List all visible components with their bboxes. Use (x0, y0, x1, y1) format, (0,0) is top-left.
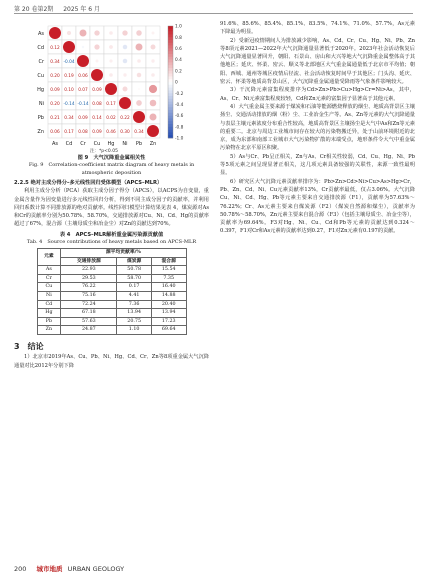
colorbar-segment (168, 96, 173, 99)
table-cell-element: Hg (37, 309, 61, 318)
table-cell-element: As (37, 266, 61, 275)
conclusion-4: 4）大气重金属主要来源于煤炭和石油等能源燃烧释放的烟尘、地质高背景区主壤扬尘、交通活动排放的烟（粉）尘、工业冶金生产等。As、Zn等元素的大气沉降通量与表层主壤元素浓度分布重合性较高，地质高背景区主壤扬尘是大气中As和Zn等元素的重要二。北京与周边工业城市间存在较大的污染物搬迁异，处于山前环境附近的北京，成为东部和南部工业城市大气污染物扩散的末端受点，地形条件令大气中重金属污染物在北京平原区积聚。 (220, 103, 415, 152)
colorbar-segment (168, 132, 173, 135)
table-cell-value: 16.40 (151, 283, 186, 292)
colorbar-tick: 0.4 (175, 58, 182, 64)
table-caption-cn: 表 4 APCS–MLR解析重金属污染源贡献值 (59, 231, 164, 238)
correlation-value: 0.30 (120, 129, 130, 135)
header-traffic: 交通排放源 (61, 257, 117, 266)
correlation-circle (151, 59, 154, 62)
table-cell-value: 76.22 (61, 283, 117, 292)
row-label: As (37, 31, 44, 37)
figure-caption-cn: 图 9 大气沉降重金属相关性 (77, 155, 146, 161)
table-cell-value: 4.41 (117, 291, 152, 300)
table-cell-value: 58.70 (117, 274, 152, 283)
col-label: Ni (122, 141, 128, 147)
col-label: Hg (107, 141, 115, 147)
colorbar-segment (168, 57, 173, 60)
correlation-value: 0.46 (106, 129, 116, 135)
colorbar-tick: -0.6 (175, 114, 184, 120)
table-cell-value: 69.64 (151, 326, 186, 335)
paragraph-apcs: 利用主成分分析（PCA）获取主成分因子得分（APCS），以ACPS为自变量，重金属含量作为因变量进行多元线性回归分析，得到不同主成分因子的贡献率，并利用回归系数计算不同排放源的绝对贡献率。线性回归模型计算结果见表 4，煤炭源对As和Cr的贡献率分别为50.78%、58.70%，交通排放源对Cu、Ni、Cd、Hg的贡献率超过了67%，混合源（主壤母质尘和冶金尘）对Zn的贡献达到70%。 (14, 188, 209, 228)
correlation-circle (150, 100, 157, 107)
colorbar-tick: 0.6 (175, 47, 182, 52)
table-row (37, 291, 186, 300)
colorbar-segment (168, 99, 173, 102)
correlation-circle (151, 73, 155, 77)
header-group: 源平均贡献率/% (61, 248, 186, 257)
conclusion-5: 5）As与Cr、Pb呈正相关，Zn与As、Cr相关性较弱，Cd、Cu、Hg、Ni、Pb等5项元素之间呈现显著正相关，这几项元素具备较强的关联性，来源一致性最明显。 (220, 153, 415, 177)
table-cell-value: 7.35 (151, 274, 186, 283)
table-cell-value: 24.87 (61, 326, 117, 335)
col-label: Cr (80, 141, 86, 147)
correlation-value: 0.17 (106, 101, 116, 107)
table-row (37, 317, 186, 326)
table-cell-value: 57.63 (61, 317, 117, 326)
table-cell-element: Pb (37, 317, 61, 326)
correlation-value: -0.04 (63, 59, 75, 65)
colorbar-segment (168, 74, 173, 77)
header-coal: 煤炭源 (117, 257, 152, 266)
table-row (37, 300, 186, 309)
conclusion-2: 2）受新冠疫情期间人为排放减少影响，As、Cd、Cr、Cu、Hg、Ni、Pb、Zn等8项元素2021—2022年大气沉降通量显著低于2020年。2023年社会活动恢复后大气沉降通量显著回升，朝阳、石景山、房山和大兴等地大气沉降重金属整体高于其他地区；延庆、怀柔、密云、顺义等北部地区大气重金属通量低于北京市平均值；朝阳、西城、通州等城区疫情后径流、社会活动恢复时间早于其他区；门头沟、延庆、密云、怀柔等地质高背景山区，大气沉降重金属通量受降雨等气象条件影响较大。 (220, 37, 415, 86)
conclusion-3: 3）干沉降元素富集程度排序为Cd>Zn>Pb>Cu>Hg>Cr=Ni>As，其中，As、Cr、Ni元素富集程度较轻，Cd和Zn元素的富集因子显著高于其他元素。 (220, 87, 415, 102)
correlation-value: 0.06 (50, 129, 60, 135)
table-cell-element: Cd (37, 300, 61, 309)
colorbar-segment (168, 26, 173, 29)
correlation-circle (109, 31, 113, 35)
correlation-circle (147, 125, 159, 137)
colorbar-segment (168, 130, 173, 133)
col-label: As (51, 141, 59, 147)
col-label: Cu (93, 141, 101, 147)
table-cell-element: Ni (37, 291, 61, 300)
colorbar-segment (168, 127, 173, 130)
table-row (37, 266, 186, 275)
correlation-circle (105, 83, 117, 95)
colorbar-segment (168, 54, 173, 57)
right-column (220, 20, 415, 236)
correlation-circle (150, 114, 157, 121)
table-cell-value: 20.75 (117, 317, 152, 326)
correlation-circle (67, 31, 71, 35)
correlation-value: 0.07 (78, 87, 88, 93)
colorbar-segment (168, 107, 173, 110)
colorbar-tick: -0.8 (175, 125, 184, 131)
correlation-value: 0.21 (50, 115, 60, 121)
correlation-circle (137, 73, 141, 77)
correlation-circle (109, 73, 113, 77)
correlation-value: 0.34 (134, 129, 144, 135)
table-row (37, 326, 186, 335)
correlation-value: 0.09 (92, 87, 102, 93)
table-cell-value: 29.53 (61, 274, 117, 283)
correlation-circle (123, 87, 128, 92)
correlation-value: 0.17 (64, 129, 74, 135)
correlation-value: 0.10 (64, 87, 74, 93)
section-2-2-5-heading: 2.2.5 绝对主成分得分–多元线性回归受体模型（APCS–MLR） (14, 180, 163, 186)
table-row (37, 274, 186, 283)
table-cell-value: 1.10 (117, 326, 152, 335)
col-label: Cd (65, 141, 73, 147)
colorbar-segment (168, 32, 173, 35)
row-label: Cd (37, 45, 44, 51)
table-row (37, 283, 186, 292)
correlation-value: -0.14 (77, 101, 89, 107)
correlation-value: 0.34 (64, 115, 74, 121)
colorbar-segment (168, 68, 173, 71)
correlation-value: 0.20 (50, 101, 60, 107)
correlation-value: 0.20 (50, 73, 60, 79)
correlation-circle (122, 30, 127, 35)
colorbar-segment (168, 43, 173, 46)
correlation-value: 0.09 (92, 129, 102, 135)
table-cell-value: 72.24 (61, 300, 117, 309)
colorbar-tick: -0.2 (175, 91, 184, 97)
colorbar-segment (168, 79, 173, 82)
correlation-circle (109, 59, 112, 62)
col-label: Zn (149, 141, 157, 147)
correlation-circle (133, 111, 145, 123)
figure-caption-en: Fig. 9 Correlation-coefficient matrix diagram of heavy metals in atmospheric deposition (28, 162, 195, 176)
colorbar-segment (168, 88, 173, 91)
row-label: Cr (38, 59, 44, 65)
correlation-circle (123, 73, 126, 76)
colorbar-segment (168, 48, 173, 51)
colorbar-segment (168, 85, 173, 88)
date-label: 2025 年 6 月 (63, 6, 101, 13)
colorbar-segment (168, 40, 173, 43)
correlation-circle (119, 97, 131, 109)
correlation-circle (96, 60, 99, 63)
correlation-circle (82, 46, 84, 48)
colorbar-segment (168, 29, 173, 32)
table-cell-value: 14.88 (151, 291, 186, 300)
correlation-value: 0.08 (78, 129, 88, 135)
correlation-circle (63, 41, 75, 53)
correlation-circle (80, 30, 87, 37)
row-label: Ni (38, 101, 44, 107)
correlation-circle (138, 88, 140, 90)
colorbar-segment (168, 60, 173, 63)
colorbar-tick: 0.8 (175, 35, 182, 41)
page-number: 200 (14, 565, 27, 573)
correlation-value: 0.14 (92, 115, 102, 121)
correlation-value: 0.22 (120, 115, 130, 121)
row-label: Pb (37, 115, 44, 121)
colorbar-segment (168, 82, 173, 85)
correlation-value: 0.19 (64, 73, 74, 79)
colorbar-segment (168, 46, 173, 49)
correlation-value: 0.12 (50, 45, 60, 51)
table-cell-value: 0.17 (117, 283, 152, 292)
row-label: Cu (37, 73, 44, 79)
correlation-figure (14, 20, 209, 154)
section-3-heading: 3 结论 (14, 341, 44, 351)
correlation-circle (91, 69, 103, 81)
correlation-circle (151, 45, 156, 50)
colorbar-segment (168, 76, 173, 79)
table-cell-value: 67.18 (61, 309, 117, 318)
source-contribution-table (37, 248, 187, 335)
table-row (37, 309, 186, 318)
table-cell-element: Cr (37, 274, 61, 283)
colorbar-segment (168, 104, 173, 107)
correlation-value: 0.09 (50, 87, 60, 93)
issue-label: 第 20 卷第2期 (14, 6, 54, 13)
colorbar-segment (168, 37, 173, 40)
colorbar-segment (168, 93, 173, 96)
colorbar-segment (168, 124, 173, 127)
colorbar-segment (168, 118, 173, 121)
colorbar-tick: -0.4 (175, 103, 184, 108)
correlation-circle (94, 30, 99, 35)
correlation-circle (136, 44, 143, 51)
correlation-circle (77, 55, 89, 67)
correlation-circle (123, 59, 127, 63)
header-element: 元素 (37, 248, 61, 265)
conclusion-1-cont: 91.6%、85.6%、85.4%、85.1%、83.5%、74.1%、71.0%、57.7%，As元素下降最为明显。 (220, 21, 415, 36)
figure-note: 注：*p<0.05 (90, 149, 118, 154)
table-cell-value: 75.16 (61, 291, 117, 300)
table-caption-en: Tab. 4 Source contributions of heavy metals based on APCS-MLR (26, 238, 197, 245)
colorbar-segment (168, 62, 173, 65)
correlation-value: 0.08 (92, 101, 102, 107)
colorbar-segment (168, 51, 173, 54)
correlation-circle (123, 45, 127, 49)
colorbar-tick: -1.0 (175, 136, 184, 142)
colorbar-segment (168, 116, 173, 119)
header-rule (14, 13, 413, 14)
correlation-circle (136, 30, 141, 35)
colorbar-segment (168, 65, 173, 68)
row-label: Hg (37, 87, 44, 93)
table-cell-value: 13.94 (117, 309, 152, 318)
colorbar-segment (168, 121, 173, 124)
table-cell-value: 50.78 (117, 266, 152, 275)
table-cell-element: Cu (37, 283, 61, 292)
journal-name-en: URBAN GEOLOGY (67, 565, 125, 573)
table-cell-value: 17.23 (151, 317, 186, 326)
conclusion-1: 1）北京市2019年As、Cu、Pb、Ni、Hg、Cd、Cr、Zn等8项重金属大气沉降通量对比2012年分别下降 (14, 354, 209, 369)
correlation-circle (109, 45, 113, 49)
running-header (14, 4, 100, 13)
table-cell-value: 22.93 (61, 266, 117, 275)
correlation-value: -0.14 (63, 101, 75, 107)
left-column (14, 20, 209, 370)
table-cell-value: 20.40 (151, 300, 186, 309)
correlation-value: 0.34 (50, 59, 60, 65)
header-mixed: 混合源 (151, 257, 186, 266)
colorbar-segment (168, 90, 173, 93)
colorbar-segment (168, 71, 173, 74)
correlation-circle (94, 44, 99, 49)
col-label: Pb (135, 141, 143, 147)
journal-name: 城市地质 (36, 565, 63, 573)
conclusion-6: 6）研究区大气沉降元素贡献率排序为：Pb>Zn>Cd>Ni>Cu>As>Hg>Cr，Pb、Zn、Cd、Ni、Cu元素贡献率13%，Cr贡献率最低，仅占3.06%。大气沉降Cu、Ni、Cd、Hg、Pb等元素主要来自交通排放源（F1），贡献率为57.63%～76.22%；Cr、As元素主要来自煤炭源（F2）（煤炭自然源和煤尘），贡献率为50.78%～58.70%，Zn元素主要来自混合源（F3）（包括主壤母质尘、冶金尘等），贡献率为69.64%。F3对Hg、Ni、Cu、Cd和Pb等元素的贡献达到0.324～0.397，F1对Cr和As元素的贡献率达到0.27，F1对Zn元素有0.197的贡献。 (220, 178, 415, 235)
table-cell-value: 13.94 (151, 309, 186, 318)
correlation-value: 0.06 (78, 73, 88, 79)
table-cell-value: 7.36 (117, 300, 152, 309)
correlation-circle (49, 27, 61, 39)
page-footer (14, 564, 124, 573)
colorbar-tick: 1.0 (175, 24, 182, 30)
row-label: Zn (37, 129, 44, 135)
colorbar-tick: 0.2 (175, 69, 182, 75)
correlation-circle (137, 59, 141, 63)
correlation-matrix (14, 20, 209, 154)
colorbar-segment (168, 102, 173, 105)
correlation-circle (136, 100, 142, 106)
correlation-value: 0.02 (106, 115, 116, 121)
correlation-value: 0.09 (78, 115, 88, 121)
colorbar-tick: 0 (175, 80, 178, 86)
correlation-circle (149, 85, 157, 93)
correlation-circle (152, 32, 155, 35)
colorbar-segment (168, 110, 173, 113)
table-cell-value: 15.54 (151, 266, 186, 275)
colorbar-segment (168, 113, 173, 116)
colorbar-segment (168, 34, 173, 37)
table-cell-element: Zn (37, 326, 61, 335)
